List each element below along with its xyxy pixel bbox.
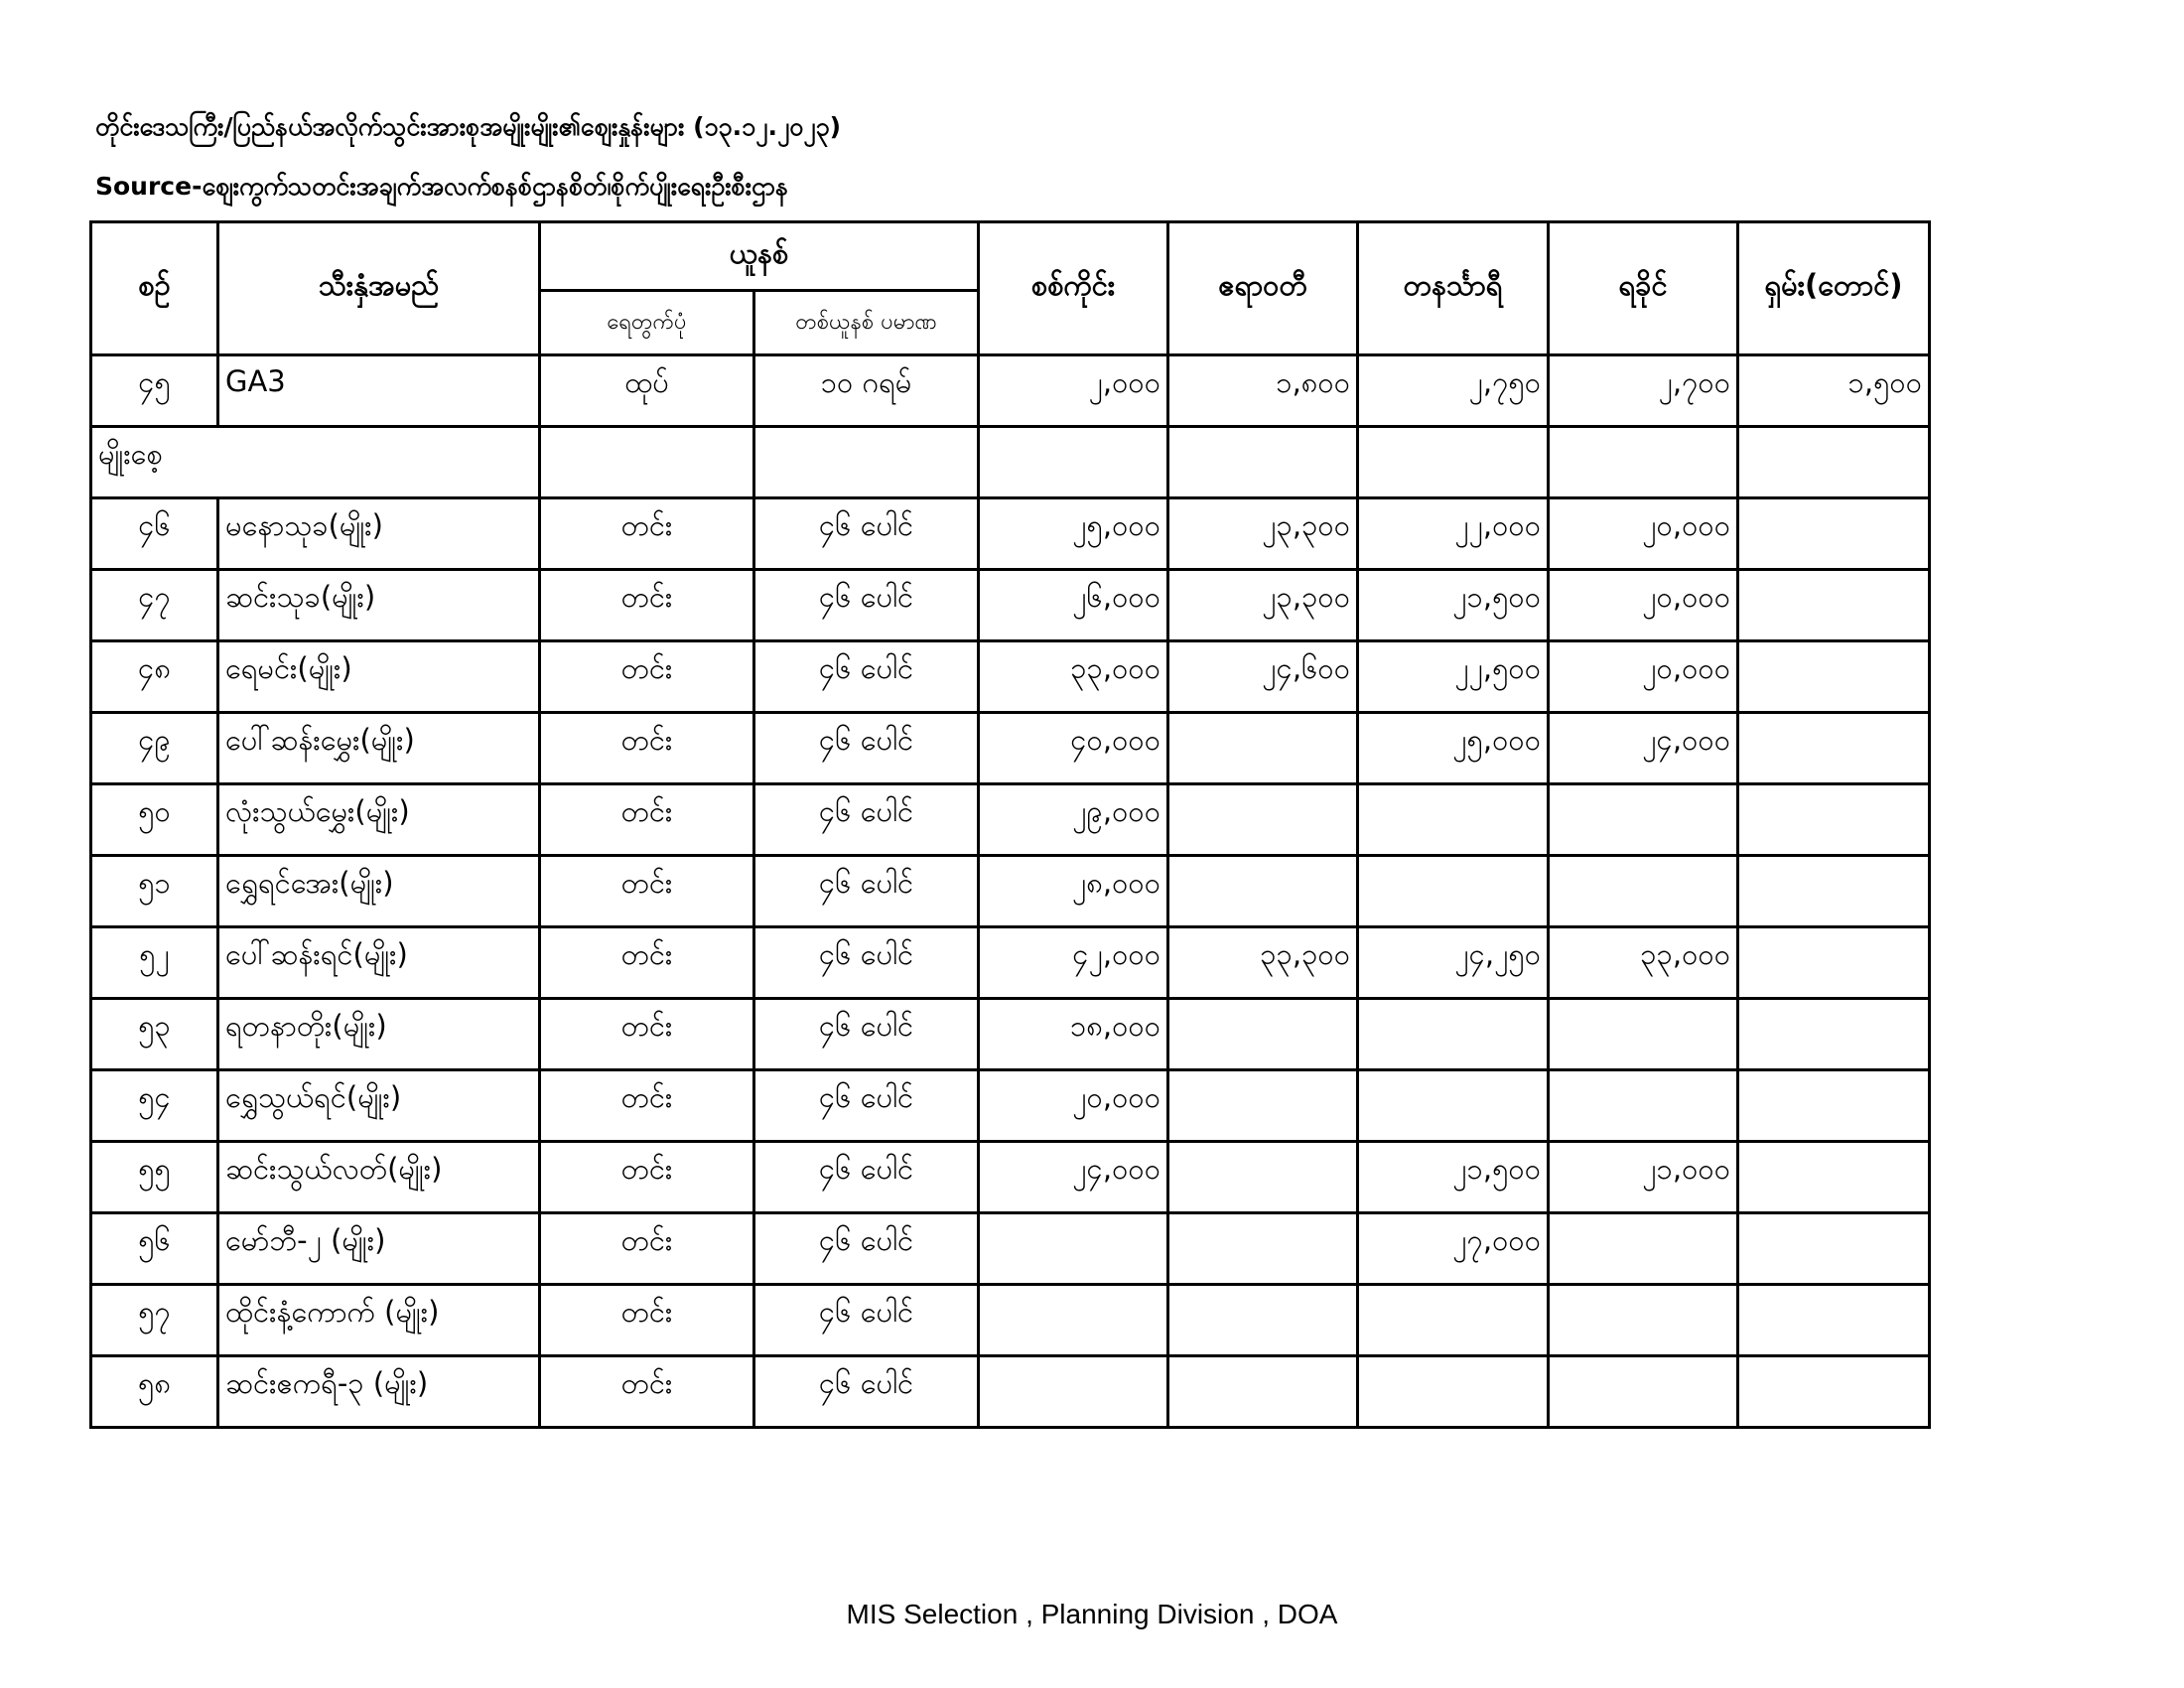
cell-price [1358,999,1549,1070]
cell-price [1738,927,1930,999]
cell-price [1549,1285,1738,1356]
cell-price: ၃၃,၀၀၀ [1549,927,1738,999]
cell-price [1738,1213,1930,1285]
cell-packaging: တင်း [540,498,754,570]
cell-price: ၂၁,၅၀၀ [1358,1142,1549,1213]
cell-packaging: တင်း [540,927,754,999]
cell-price [1168,1356,1358,1428]
cell-price [979,1213,1168,1285]
cell-price: ၂၀,၀၀၀ [1549,498,1738,570]
cell-packaging: ထုပ် [540,355,754,427]
cell-price: ၂၁,၅၀၀ [1358,570,1549,641]
cell-price: ၂၀,၀၀၀ [1549,641,1738,713]
cell-unit-amount: ၄၆ ပေါင် [754,927,979,999]
table-row [91,1285,1930,1356]
cell-unit-amount: ၄၆ ပေါင် [754,1142,979,1213]
header-no: စဉ် [91,222,218,355]
cell-price: ၂၃,၃၀၀ [1168,570,1358,641]
empty-cell [1358,427,1549,498]
cell-unit-amount: ၁၀ ဂရမ် [754,355,979,427]
cell-no: ၅၅ [91,1142,218,1213]
cell-price [1358,1285,1549,1356]
cell-price: ၂၁,၀၀၀ [1549,1142,1738,1213]
group-row [91,427,1930,498]
cell-no: ၄၈ [91,641,218,713]
cell-price: ၂၈,၀၀၀ [979,856,1168,927]
cell-price: ၂၇,၀၀၀ [1358,1213,1549,1285]
cell-price: ၁၈,၀၀၀ [979,999,1168,1070]
empty-cell [979,427,1168,498]
cell-unit-amount: ၄၆ ပေါင် [754,1356,979,1428]
cell-name: ရေမင်း(မျိုး) [218,641,540,713]
table-row [91,784,1930,856]
cell-price [1549,999,1738,1070]
cell-price [1738,1142,1930,1213]
cell-unit-amount: ၄၆ ပေါင် [754,498,979,570]
cell-price [1738,713,1930,784]
cell-price: ၂၄,၀၀၀ [979,1142,1168,1213]
header-region-shan-south: ရှမ်း(တောင်) [1738,222,1930,355]
cell-name: ဆင်းသွယ်လတ်(မျိုး) [218,1142,540,1213]
cell-price: ၂၆,၀၀၀ [979,570,1168,641]
cell-packaging: တင်း [540,1213,754,1285]
cell-price [1168,999,1358,1070]
price-table [89,220,1931,1429]
cell-price [1168,713,1358,784]
table-row [91,999,1930,1070]
cell-price: ၂၄,၂၅၀ [1358,927,1549,999]
cell-packaging: တင်း [540,641,754,713]
cell-price [1168,1285,1358,1356]
cell-name: ပေါ်ဆန်းမွှေး(မျိုး) [218,713,540,784]
cell-price: ၂၀,၀၀၀ [1549,570,1738,641]
cell-price [1738,498,1930,570]
page-title: တိုင်းဒေသကြီး/ပြည်နယ်အလိုက်သွင်းအားစုအမျိုးမျိုး၏ဈေးနှုန်းများ (၁၃.၁၂.၂၀၂၃) [95,112,842,141]
cell-no: ၄၇ [91,570,218,641]
cell-name: ရွှေရင်အေး(မျိုး) [218,856,540,927]
cell-price [1549,1356,1738,1428]
cell-price [1738,1070,1930,1142]
cell-price [1168,1070,1358,1142]
cell-price [1549,1070,1738,1142]
header-unit-group: ယူနစ် [540,222,979,291]
header-region-ayeyarwady: ဧရာဝတီ [1168,222,1358,355]
table-row [91,927,1930,999]
cell-packaging: တင်း [540,570,754,641]
cell-name: ရတနာတိုး(မျိုး) [218,999,540,1070]
cell-price: ၁,၅၀၀ [1738,355,1930,427]
table-row [91,856,1930,927]
cell-unit-amount: ၄၆ ပေါင် [754,999,979,1070]
cell-price: ၃၃,၀၀၀ [979,641,1168,713]
cell-price [1738,999,1930,1070]
group-label: မျိုးစေ့ [91,427,540,498]
table-row [91,641,1930,713]
cell-packaging: တင်း [540,1070,754,1142]
cell-price [1358,784,1549,856]
cell-no: ၅၈ [91,1356,218,1428]
cell-price: ၂,၇၅၀ [1358,355,1549,427]
cell-price [1738,784,1930,856]
empty-cell [1738,427,1930,498]
header-region-tanintharyi: တနင်္သာရီ [1358,222,1549,355]
cell-price [1168,784,1358,856]
cell-unit-amount: ၄၆ ပေါင် [754,1213,979,1285]
cell-price [1738,1285,1930,1356]
cell-no: ၅၁ [91,856,218,927]
cell-price: ၄၂,၀၀၀ [979,927,1168,999]
cell-name: ရွှေသွယ်ရင်(မျိုး) [218,1070,540,1142]
cell-unit-amount: ၄၆ ပေါင် [754,856,979,927]
header-unit-amount: တစ်ယူနစ် ပမာဏ [754,291,979,355]
cell-price [1358,856,1549,927]
footer: MIS Selection , Planning Division , DOA [846,1599,1338,1629]
cell-name: GA3 [218,355,540,427]
cell-unit-amount: ၄၆ ပေါင် [754,1285,979,1356]
header-packaging: ရေတွက်ပုံ [540,291,754,355]
cell-name: မော်ဘီ-၂ (မျိုး) [218,1213,540,1285]
cell-no: ၄၅ [91,355,218,427]
cell-price: ၂၃,၃၀၀ [1168,498,1358,570]
cell-price [1168,856,1358,927]
cell-name: ပေါ်ဆန်းရင်(မျိုး) [218,927,540,999]
cell-price [1168,1142,1358,1213]
cell-price [1738,856,1930,927]
header-region-sagaing: စစ်ကိုင်း [979,222,1168,355]
cell-price [1168,1213,1358,1285]
cell-name: ဆင်းသုခ(မျိုး) [218,570,540,641]
table-row [91,1356,1930,1428]
empty-cell [540,427,754,498]
cell-price [979,1285,1168,1356]
cell-name: လုံးသွယ်မွှေး(မျိုး) [218,784,540,856]
cell-price: ၂၂,၅၀၀ [1358,641,1549,713]
cell-packaging: တင်း [540,1356,754,1428]
cell-price [1549,1213,1738,1285]
cell-price: ၂,၀၀၀ [979,355,1168,427]
cell-price: ၂၅,၀၀၀ [1358,713,1549,784]
cell-price: ၄၀,၀၀၀ [979,713,1168,784]
cell-name: ထိုင်းနံ့ကောက် (မျိုး) [218,1285,540,1356]
cell-price: ၂၂,၀၀၀ [1358,498,1549,570]
cell-packaging: တင်း [540,856,754,927]
cell-packaging: တင်း [540,999,754,1070]
cell-price [979,1356,1168,1428]
cell-price [1738,1356,1930,1428]
cell-packaging: တင်း [540,1285,754,1356]
cell-price [1738,570,1930,641]
cell-price [1549,784,1738,856]
cell-unit-amount: ၄၆ ပေါင် [754,713,979,784]
empty-cell [754,427,979,498]
table-row [91,1070,1930,1142]
cell-packaging: တင်း [540,784,754,856]
cell-price [1358,1070,1549,1142]
cell-price [1549,856,1738,927]
cell-unit-amount: ၄၆ ပေါင် [754,784,979,856]
cell-price [1738,641,1930,713]
table-row [91,498,1930,570]
cell-no: ၅၃ [91,999,218,1070]
cell-no: ၅၂ [91,927,218,999]
empty-cell [1549,427,1738,498]
cell-price: ၂၉,၀၀၀ [979,784,1168,856]
empty-cell [1168,427,1358,498]
cell-price: ၂၄,၆၀၀ [1168,641,1358,713]
table-row [91,1213,1930,1285]
cell-unit-amount: ၄၆ ပေါင် [754,1070,979,1142]
cell-name: ဆင်းဧကရီ-၃ (မျိုး) [218,1356,540,1428]
cell-no: ၅၇ [91,1285,218,1356]
cell-price: ၃၃,၃၀၀ [1168,927,1358,999]
cell-price: ၂၄,၀၀၀ [1549,713,1738,784]
cell-unit-amount: ၄၆ ပေါင် [754,570,979,641]
cell-name: မနောသုခ(မျိုး) [218,498,540,570]
table-row [91,355,1930,427]
table-row [91,1142,1930,1213]
cell-price: ၂၀,၀၀၀ [979,1070,1168,1142]
source-line: Source-ဈေးကွက်သတင်းအချက်အလက်စနစ်ဌာနစိတ်၊စိုက်ပျိုးရေးဦးစီးဌာန [95,172,789,201]
cell-packaging: တင်း [540,1142,754,1213]
cell-price: ၂,၇၀၀ [1549,355,1738,427]
cell-price [1358,1356,1549,1428]
cell-no: ၅၆ [91,1213,218,1285]
cell-no: ၅၀ [91,784,218,856]
cell-packaging: တင်း [540,713,754,784]
cell-price: ၂၅,၀၀၀ [979,498,1168,570]
cell-no: ၄၉ [91,713,218,784]
cell-no: ၅၄ [91,1070,218,1142]
cell-unit-amount: ၄၆ ပေါင် [754,641,979,713]
header-name: သီးနှံအမည် [218,222,540,355]
cell-no: ၄၆ [91,498,218,570]
table-row [91,570,1930,641]
table-row [91,713,1930,784]
header-region-rakhine: ရခိုင် [1549,222,1738,355]
cell-price: ၁,၈၀၀ [1168,355,1358,427]
